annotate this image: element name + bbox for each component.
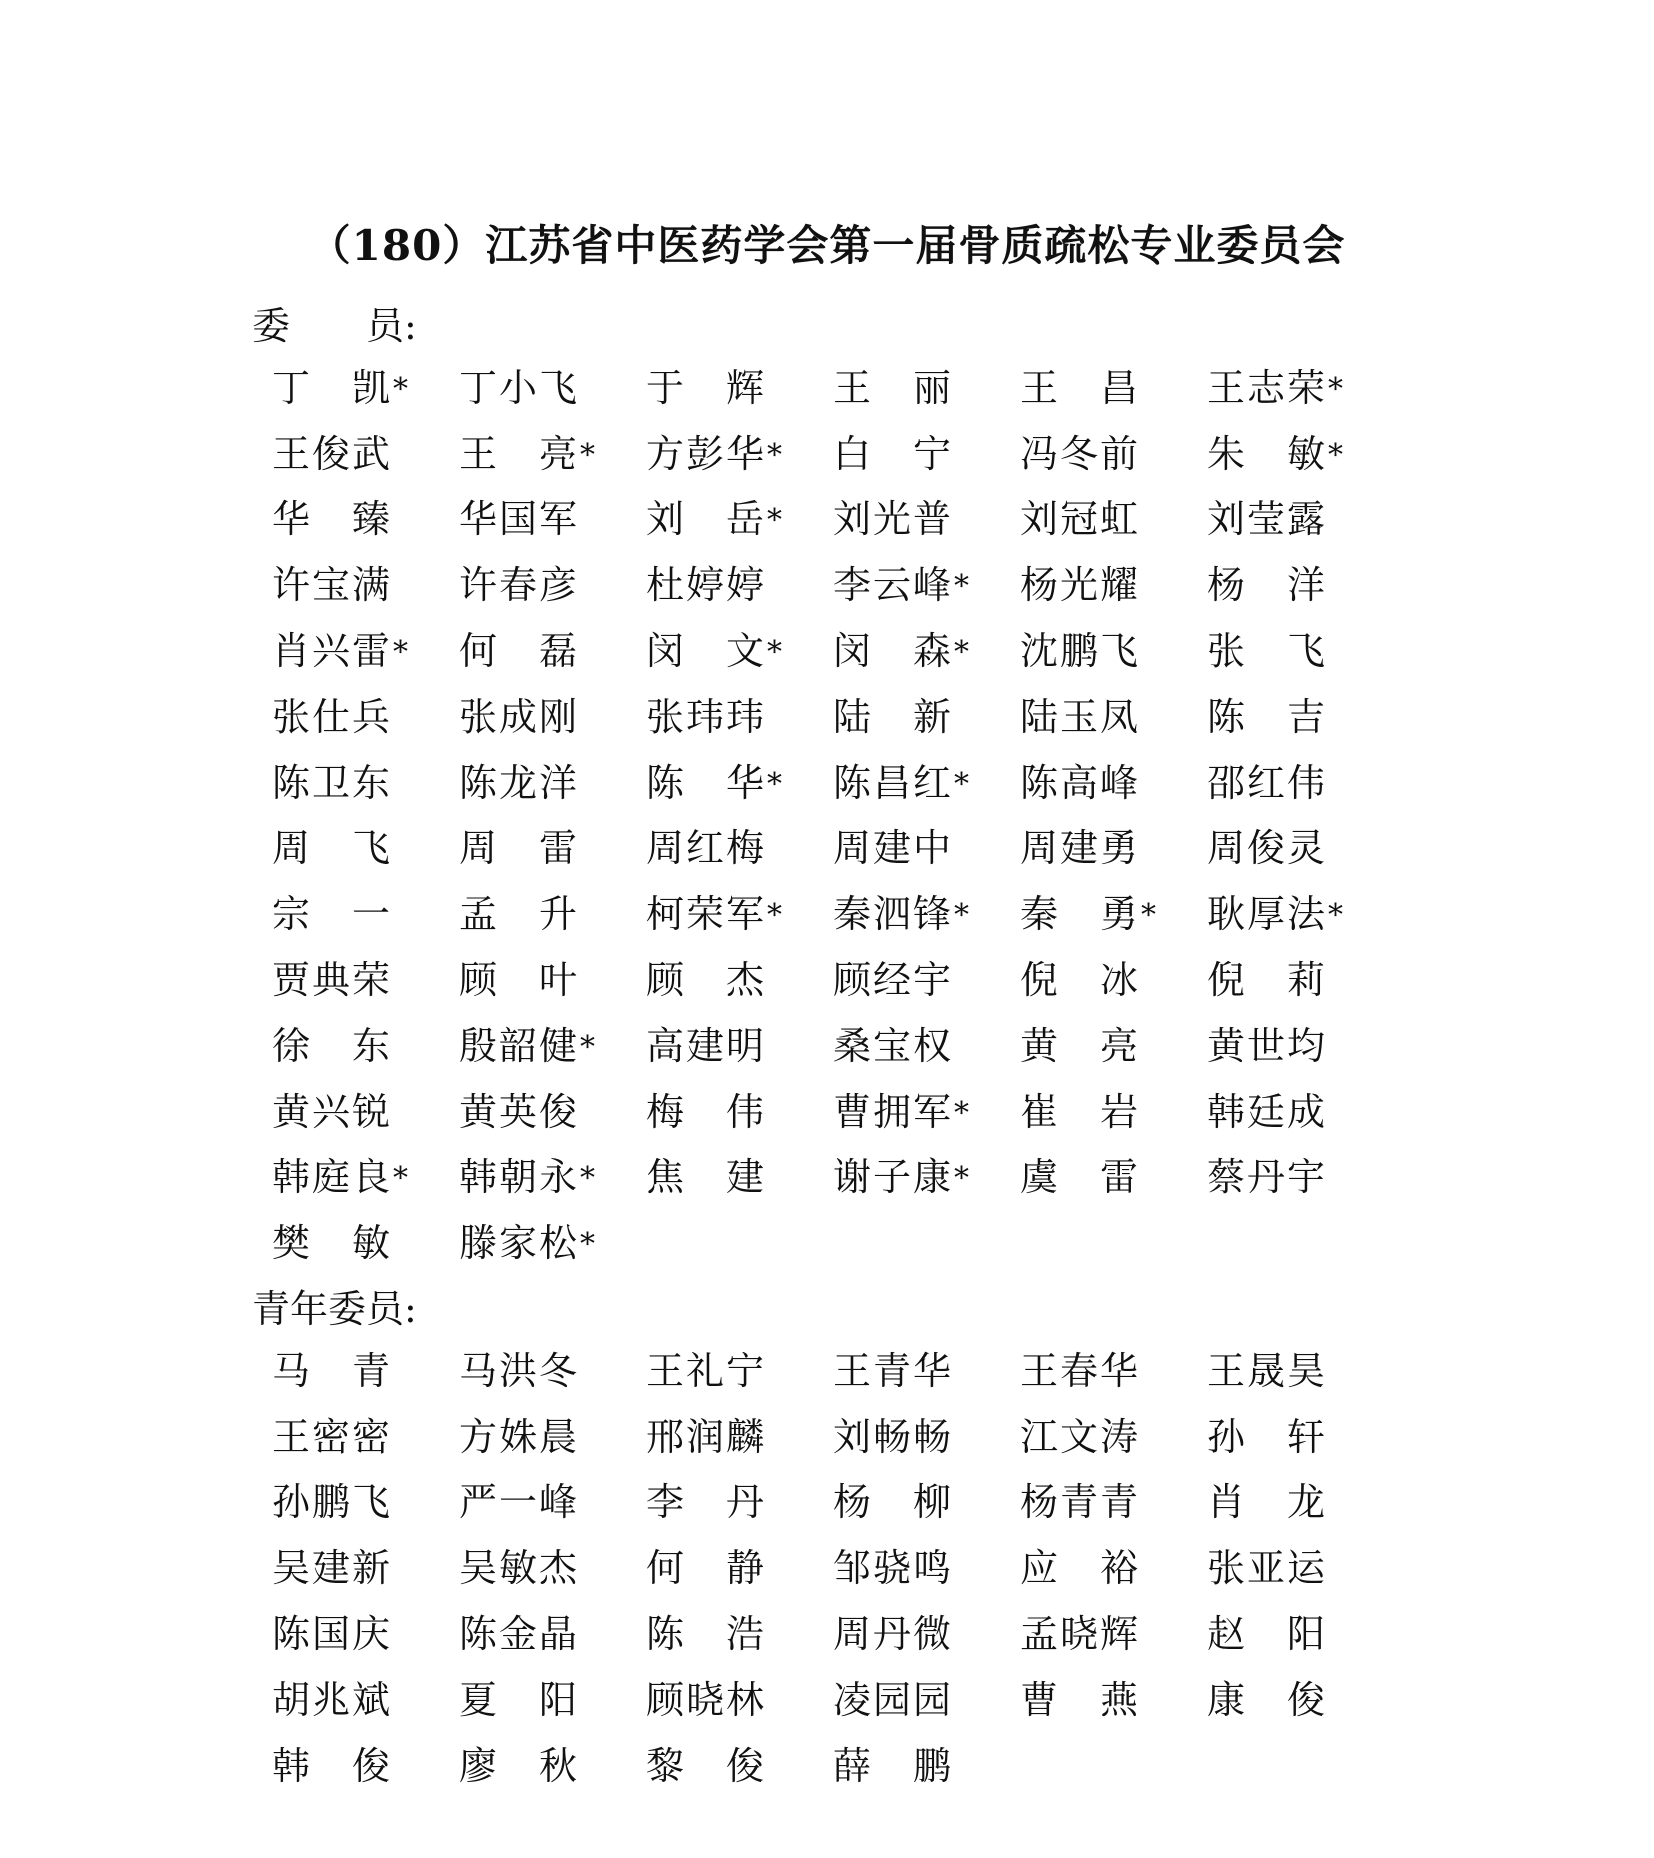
member-mark: * — [954, 635, 970, 671]
member-name — [833, 559, 1020, 611]
member-name — [1207, 1411, 1394, 1463]
member-name — [459, 1411, 646, 1463]
member-name-text: 马洪冬 — [459, 1348, 580, 1393]
member-name — [646, 1020, 833, 1072]
member-name — [459, 1345, 646, 1397]
member-name-text: 陈 华 — [646, 760, 767, 805]
member-name-text: 许春彦 — [459, 563, 580, 608]
member-name — [833, 1542, 1020, 1594]
member-name-text: 顾经宇 — [833, 958, 954, 1003]
member-name — [833, 493, 1020, 545]
member-mark: * — [393, 371, 409, 407]
member-name — [459, 493, 646, 545]
member-name-text: 刘莹露 — [1207, 497, 1328, 542]
member-name — [272, 1740, 459, 1792]
member-name-text: 秦 勇 — [1020, 892, 1141, 937]
member-name-text: 秦泗锋 — [833, 892, 954, 937]
member-name-text: 王 亮 — [459, 431, 580, 476]
member-name — [833, 362, 1020, 414]
member-name — [833, 1411, 1020, 1463]
member-name-text: 薛 鹏 — [833, 1743, 954, 1788]
member-mark: * — [393, 1161, 409, 1197]
member-name-text: 黎 俊 — [646, 1743, 767, 1788]
member-name — [646, 493, 833, 545]
member-name — [646, 1345, 833, 1397]
member-name-text: 刘畅畅 — [833, 1414, 954, 1459]
member-name — [272, 888, 459, 940]
member-name-text: 赵 阳 — [1207, 1612, 1328, 1657]
member-name-text: 孙 轩 — [1207, 1414, 1328, 1459]
member-name — [459, 362, 646, 414]
member-name — [646, 1151, 833, 1203]
member-mark: * — [954, 766, 970, 802]
member-name-text: 倪 莉 — [1207, 958, 1328, 1003]
member-name — [459, 559, 646, 611]
member-name-text: 王俊武 — [272, 431, 393, 476]
member-name-text: 康 俊 — [1207, 1677, 1328, 1722]
member-name-text: 黄世均 — [1207, 1023, 1328, 1068]
member-name-text: 严一峰 — [459, 1480, 580, 1525]
member-name-text: 高建明 — [646, 1023, 767, 1068]
member-name-text: 刘光普 — [833, 497, 954, 542]
member-name-text: 何 磊 — [459, 629, 580, 674]
member-name — [459, 1086, 646, 1138]
member-name — [1020, 757, 1207, 809]
member-name — [1207, 1086, 1394, 1138]
member-name-text: 张仕兵 — [272, 694, 393, 739]
member-name — [272, 691, 459, 743]
member-name — [1207, 1476, 1394, 1528]
member-name — [1020, 1086, 1207, 1138]
member-name-text: 陈高峰 — [1020, 760, 1141, 805]
member-name — [1207, 822, 1394, 874]
member-name — [1020, 1345, 1207, 1397]
member-name-text: 刘 岳 — [646, 497, 767, 542]
member-name — [1020, 691, 1207, 743]
member-mark: * — [954, 1095, 970, 1131]
member-name — [1020, 1608, 1207, 1660]
member-name-text: 王密密 — [272, 1414, 393, 1459]
member-name-text: 江文涛 — [1020, 1414, 1141, 1459]
section-heading-members: 委 员: — [252, 304, 417, 348]
member-name — [1020, 1542, 1207, 1594]
member-name — [833, 954, 1020, 1006]
member-name — [459, 1217, 646, 1269]
member-name-text: 黄 亮 — [1020, 1023, 1141, 1068]
member-name-text: 王青华 — [833, 1348, 954, 1393]
member-mark: * — [580, 437, 596, 473]
member-name — [646, 954, 833, 1006]
member-name-text: 肖 龙 — [1207, 1480, 1328, 1525]
member-name — [1020, 1674, 1207, 1726]
member-name — [459, 1674, 646, 1726]
member-name — [1020, 559, 1207, 611]
member-name — [272, 493, 459, 545]
member-name — [646, 1086, 833, 1138]
member-name — [1207, 1020, 1394, 1072]
member-name-text: 张 飞 — [1207, 629, 1328, 674]
member-name — [272, 1151, 459, 1203]
member-name-text: 孟晓辉 — [1020, 1612, 1141, 1657]
member-name-text: 杨光耀 — [1020, 563, 1141, 608]
member-name — [272, 1345, 459, 1397]
member-name — [833, 1740, 1020, 1792]
member-name-text: 周红梅 — [646, 826, 767, 871]
member-name-text: 王礼宁 — [646, 1348, 767, 1393]
member-mark: * — [1328, 898, 1344, 934]
member-name — [272, 1476, 459, 1528]
member-name-text: 应 裕 — [1020, 1546, 1141, 1591]
member-name-text: 殷韶健 — [459, 1023, 580, 1068]
member-mark: * — [767, 635, 783, 671]
member-name — [272, 954, 459, 1006]
member-name — [459, 757, 646, 809]
member-name-text: 周 飞 — [272, 826, 393, 871]
member-name-text: 方彭华 — [646, 431, 767, 476]
member-name — [1207, 1674, 1394, 1726]
member-name — [1020, 954, 1207, 1006]
member-name-text: 王志荣 — [1207, 365, 1328, 410]
member-name-text: 朱 敏 — [1207, 431, 1328, 476]
member-name — [1020, 888, 1207, 940]
member-name-text: 顾 叶 — [459, 958, 580, 1003]
member-name — [1020, 1411, 1207, 1463]
member-name — [1207, 1151, 1394, 1203]
member-name-text: 柯荣军 — [646, 892, 767, 937]
member-name-text: 于 辉 — [646, 365, 767, 410]
member-name — [833, 1476, 1020, 1528]
member-name-text: 陈国庆 — [272, 1612, 393, 1657]
member-mark: * — [1141, 898, 1157, 934]
member-name-text: 黄兴锐 — [272, 1089, 393, 1134]
member-name-text: 王 昌 — [1020, 365, 1141, 410]
member-name-text: 夏 阳 — [459, 1677, 580, 1722]
member-name-text: 韩 俊 — [272, 1743, 393, 1788]
member-mark: * — [580, 1227, 596, 1263]
member-name-text: 蔡丹宇 — [1207, 1155, 1328, 1200]
member-name — [833, 1086, 1020, 1138]
member-name-text: 曹拥军 — [833, 1089, 954, 1134]
member-name-text: 何 静 — [646, 1546, 767, 1591]
member-name — [1020, 625, 1207, 677]
member-mark: * — [580, 1161, 596, 1197]
member-name-text: 杨 洋 — [1207, 563, 1328, 608]
member-name-text: 周丹微 — [833, 1612, 954, 1657]
member-name — [646, 691, 833, 743]
member-name-text: 华 臻 — [272, 497, 393, 542]
member-name-text: 陈 浩 — [646, 1612, 767, 1657]
member-name — [833, 1020, 1020, 1072]
member-name-text: 虞 雷 — [1020, 1155, 1141, 1200]
member-name — [646, 428, 833, 480]
member-name-text: 冯冬前 — [1020, 431, 1141, 476]
member-name — [1207, 1542, 1394, 1594]
member-name — [272, 1217, 459, 1269]
member-name-text: 顾 杰 — [646, 958, 767, 1003]
member-name — [1207, 493, 1394, 545]
member-mark: * — [1328, 371, 1344, 407]
member-name — [1207, 691, 1394, 743]
member-name-text: 宗 一 — [272, 892, 393, 937]
member-name — [1020, 1476, 1207, 1528]
member-name — [1020, 1020, 1207, 1072]
member-name — [459, 822, 646, 874]
member-name — [272, 625, 459, 677]
member-name-text: 孟 升 — [459, 892, 580, 937]
member-name — [1207, 757, 1394, 809]
member-name-text: 陈昌红 — [833, 760, 954, 805]
member-name-text: 吴敏杰 — [459, 1546, 580, 1591]
member-name-text: 邵红伟 — [1207, 760, 1328, 805]
member-name — [459, 691, 646, 743]
member-name-text: 张玮玮 — [646, 694, 767, 739]
member-mark: * — [767, 766, 783, 802]
member-name-text: 马 青 — [272, 1348, 393, 1393]
member-name-text: 李云峰 — [833, 563, 954, 608]
member-name — [272, 559, 459, 611]
member-name-text: 沈鹏飞 — [1020, 629, 1141, 674]
member-name-text: 谢子康 — [833, 1155, 954, 1200]
member-mark: * — [767, 437, 783, 473]
member-name-text: 吴建新 — [272, 1546, 393, 1591]
member-name-text: 闵 森 — [833, 629, 954, 674]
member-mark: * — [1328, 437, 1344, 473]
member-name-text: 周建勇 — [1020, 826, 1141, 871]
member-name — [1207, 428, 1394, 480]
member-name-text: 陈金晶 — [459, 1612, 580, 1657]
member-name-text: 陈 吉 — [1207, 694, 1328, 739]
member-name-text: 周建中 — [833, 826, 954, 871]
member-mark: * — [580, 1029, 596, 1065]
member-name — [459, 888, 646, 940]
member-name-text: 杨青青 — [1020, 1480, 1141, 1525]
member-name — [1207, 559, 1394, 611]
member-name — [646, 888, 833, 940]
member-name — [272, 757, 459, 809]
member-mark: * — [954, 1161, 970, 1197]
member-name — [459, 1608, 646, 1660]
member-name-text: 顾晓林 — [646, 1677, 767, 1722]
member-name-text: 曹 燕 — [1020, 1677, 1141, 1722]
member-name-text: 白 宁 — [833, 431, 954, 476]
section-heading-youth-members: 青年委员: — [252, 1287, 417, 1331]
member-name-text: 梅 伟 — [646, 1089, 767, 1134]
member-mark: * — [393, 635, 409, 671]
member-name — [833, 691, 1020, 743]
member-name-text: 周俊灵 — [1207, 826, 1328, 871]
member-name-text: 焦 建 — [646, 1155, 767, 1200]
member-name-text: 凌园园 — [833, 1677, 954, 1722]
member-name — [272, 1411, 459, 1463]
member-name-text: 黄英俊 — [459, 1089, 580, 1134]
member-mark: * — [767, 898, 783, 934]
member-name-text: 丁小飞 — [459, 365, 580, 410]
member-name — [646, 1608, 833, 1660]
member-name — [272, 428, 459, 480]
member-name-text: 王 丽 — [833, 365, 954, 410]
member-name — [1207, 888, 1394, 940]
member-name — [459, 1151, 646, 1203]
member-name-text: 韩廷成 — [1207, 1089, 1328, 1134]
member-mark: * — [954, 898, 970, 934]
member-name — [459, 428, 646, 480]
member-name — [833, 1345, 1020, 1397]
member-name — [272, 1086, 459, 1138]
member-name — [1207, 1608, 1394, 1660]
member-name-text: 闵 文 — [646, 629, 767, 674]
member-name — [1020, 1151, 1207, 1203]
member-name — [272, 1608, 459, 1660]
member-name — [833, 1151, 1020, 1203]
member-name-text: 刘冠虹 — [1020, 497, 1141, 542]
member-mark: * — [954, 569, 970, 605]
member-name — [272, 1020, 459, 1072]
member-name-text: 杜婷婷 — [646, 563, 767, 608]
member-name-text: 陆玉凤 — [1020, 694, 1141, 739]
member-name — [272, 1674, 459, 1726]
member-name-text: 贾典荣 — [272, 958, 393, 1003]
member-name-text: 韩庭良 — [272, 1155, 393, 1200]
member-name — [459, 954, 646, 1006]
member-name-text: 丁 凯 — [272, 365, 393, 410]
member-name-text: 张成刚 — [459, 694, 580, 739]
member-name-text: 杨 柳 — [833, 1480, 954, 1525]
member-name-text: 倪 冰 — [1020, 958, 1141, 1003]
member-name — [646, 1542, 833, 1594]
document-title: （180）江苏省中医药学会第一届骨质疏松专业委员会 — [308, 221, 1346, 270]
member-name-text: 韩朝永 — [459, 1155, 580, 1200]
member-name — [459, 1020, 646, 1072]
member-name-text: 耿厚法 — [1207, 892, 1328, 937]
member-name — [833, 625, 1020, 677]
member-name — [272, 362, 459, 414]
youth-members-list — [272, 1338, 1394, 1799]
member-name — [459, 1740, 646, 1792]
member-name-text: 孙鹏飞 — [272, 1480, 393, 1525]
member-name-text: 王春华 — [1020, 1348, 1141, 1393]
member-name-text: 陆 新 — [833, 694, 954, 739]
member-name — [646, 1476, 833, 1528]
member-name — [646, 1740, 833, 1792]
member-name-text: 周 雷 — [459, 826, 580, 871]
member-name — [1207, 362, 1394, 414]
member-name — [272, 822, 459, 874]
member-name — [1207, 1345, 1394, 1397]
member-name-text: 肖兴雷 — [272, 629, 393, 674]
member-name — [646, 362, 833, 414]
member-name — [833, 428, 1020, 480]
member-name — [459, 625, 646, 677]
member-name-text: 张亚运 — [1207, 1546, 1328, 1591]
member-name-text: 方姝晨 — [459, 1414, 580, 1459]
member-name — [646, 1411, 833, 1463]
member-name-text: 廖 秋 — [459, 1743, 580, 1788]
member-name — [646, 625, 833, 677]
member-name-text: 王晟昊 — [1207, 1348, 1328, 1393]
member-name-text: 胡兆斌 — [272, 1677, 393, 1722]
member-name-text: 滕家松 — [459, 1221, 580, 1266]
member-name — [833, 822, 1020, 874]
member-name — [646, 559, 833, 611]
members-list — [272, 355, 1394, 1276]
member-name — [833, 1608, 1020, 1660]
member-name — [1020, 428, 1207, 480]
member-name — [1020, 493, 1207, 545]
member-name — [646, 1674, 833, 1726]
member-mark: * — [767, 503, 783, 539]
member-name-text: 陈龙洋 — [459, 760, 580, 805]
member-name-text: 徐 东 — [272, 1023, 393, 1068]
member-name — [459, 1476, 646, 1528]
member-name-text: 李 丹 — [646, 1480, 767, 1525]
member-name — [833, 757, 1020, 809]
member-name — [833, 1674, 1020, 1726]
member-name-text: 邢润麟 — [646, 1414, 767, 1459]
member-name-text: 桑宝权 — [833, 1023, 954, 1068]
member-name-text: 陈卫东 — [272, 760, 393, 805]
member-name — [646, 822, 833, 874]
member-name-text: 樊 敏 — [272, 1221, 393, 1266]
member-name-text: 许宝满 — [272, 563, 393, 608]
member-name-text: 华国军 — [459, 497, 580, 542]
member-name — [646, 757, 833, 809]
member-name-text: 崔 岩 — [1020, 1089, 1141, 1134]
member-name — [272, 1542, 459, 1594]
member-name — [1020, 822, 1207, 874]
member-name — [833, 888, 1020, 940]
member-name-text: 邹骁鸣 — [833, 1546, 954, 1591]
member-name — [1207, 954, 1394, 1006]
member-name — [1020, 362, 1207, 414]
member-name — [459, 1542, 646, 1594]
member-name — [1207, 625, 1394, 677]
